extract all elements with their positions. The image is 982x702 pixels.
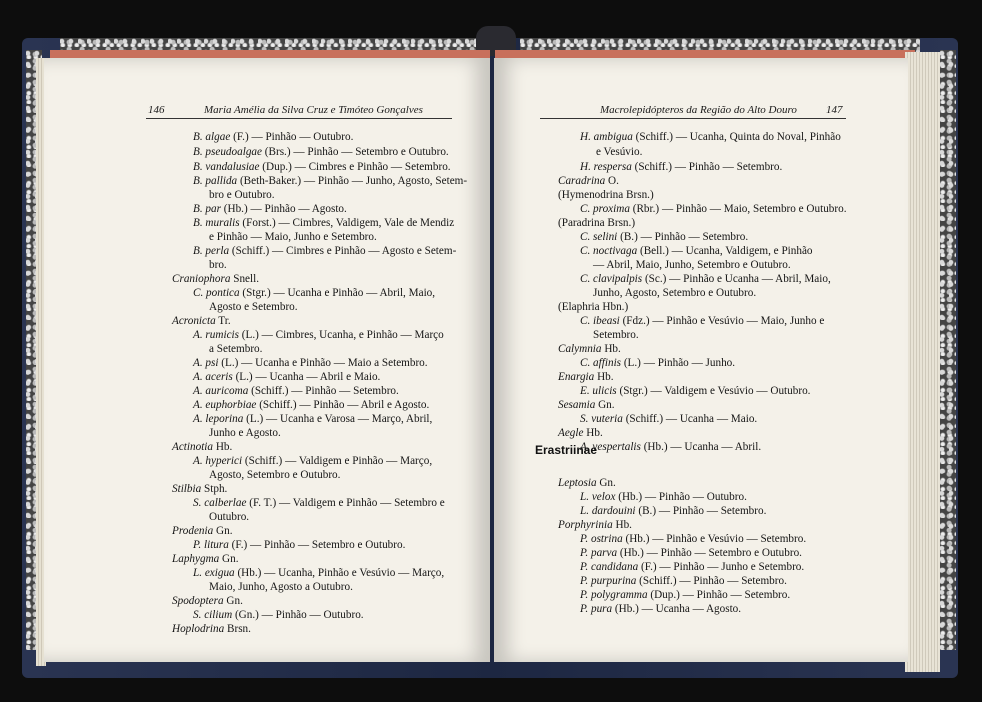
left-running-head: Maria Amélia da Silva Cruz e Timóteo Gonçalves [204, 104, 423, 116]
right-page-text-line: C. ibeasi (Fdz.) — Pinhão e Vesúvio — Maio, Junho e [580, 315, 825, 327]
right-page-text-line: C. proxima (Rbr.) — Pinhão — Maio, Setembro e Outubro. [580, 203, 847, 215]
left-page-text-line: A. euphorbiae (Schiff.) — Pinhão — Abril e Agosto. [193, 399, 430, 411]
right-page-text-line: C. affinis (L.) — Pinhão — Junho. [580, 357, 736, 369]
left-page-text-line: A. leporina (L.) — Ucanha e Varosa — Março, Abril, [193, 413, 433, 425]
right-page-text-line: Aegle Hb. [558, 427, 603, 439]
right-page-text-line: Enargia Hb. [558, 371, 614, 383]
right-page-text-line: C. selini (B.) — Pinhão — Setembro. [580, 231, 749, 243]
right-page-text-line: P. ostrina (Hb.) — Pinhão e Vesúvio — Setembro. [580, 533, 807, 545]
left-page-text-line: S. cilium (Gn.) — Pinhão — Outubro. [193, 609, 364, 621]
right-page-text-line: P. parva (Hb.) — Pinhão — Setembro e Outubro. [580, 547, 802, 559]
left-page-text-line: B. par (Hb.) — Pinhão — Agosto. [193, 203, 347, 215]
right-page-text-line: Junho, Agosto, Setembro e Outubro. [593, 287, 757, 299]
left-page-text-line: B. pseudoalgae (Brs.) — Pinhão — Setembro e Outubro. [193, 146, 449, 158]
left-page-text-line: Junho e Agosto. [209, 427, 281, 439]
left-page-text-line: Actinotia Hb. [172, 441, 233, 453]
right-page-text-line: Porphyrinia Hb. [558, 519, 632, 531]
left-page-text-line: C. pontica (Stgr.) — Ucanha e Pinhão — Abril, Maio, [193, 287, 436, 299]
left-page-text-line: B. muralis (Forst.) — Cimbres, Valdigem, Vale de Mendiz [193, 217, 455, 229]
right-page-text-line: L. velox (Hb.) — Pinhão — Outubro. [580, 491, 747, 503]
left-page-text-line: Spodoptera Gn. [172, 595, 243, 607]
left-page-text-line: B. perla (Schiff.) — Cimbres e Pinhão — Agosto e Setem- [193, 245, 457, 257]
right-page-text-line: S. vuteria (Schiff.) — Ucanha — Maio. [580, 413, 758, 425]
right-page-text-line: P. polygramma (Dup.) — Pinhão — Setembro. [580, 589, 791, 601]
left-page-text-line: Prodenia Gn. [172, 525, 233, 537]
page-stack-right [905, 52, 940, 672]
left-page-text-line: a Setembro. [209, 343, 263, 355]
left-page-text-line: bro e Outubro. [209, 189, 275, 201]
right-page-text-line: H. ambigua (Schiff.) — Ucanha, Quinta do Noval, Pinhão [580, 131, 841, 143]
left-page-text-line: A. rumicis (L.) — Cimbres, Ucanha, e Pinhão — Março [193, 329, 444, 341]
left-page-text-line: Agosto e Setembro. [209, 301, 298, 313]
left-page-text-line: A. hyperici (Schiff.) — Valdigem e Pinhão — Março, [193, 455, 433, 467]
right-page-text-line: E. ulicis (Stgr.) — Valdigem e Vesúvio — Outubro. [580, 385, 811, 397]
right-page-number: 147 [826, 104, 843, 116]
right-page-text-line: P. candidana (F.) — Pinhão — Junho e Setembro. [580, 561, 805, 573]
right-page-text-line: P. purpurina (Schiff.) — Pinhão — Setembro. [580, 575, 787, 587]
left-page-text-line: Maio, Junho, Agosto a Outubro. [209, 581, 353, 593]
right-running-head: Macrolepidópteros da Região do Alto Douro [600, 104, 797, 116]
left-page-text-line: e Pinhão — Maio, Junho e Setembro. [209, 231, 377, 243]
left-page-text-line: Hoplodrina Brsn. [172, 623, 251, 635]
right-page-text-line: A. vespertalis (Hb.) — Ucanha — Abril. [580, 441, 762, 453]
left-page-text-line: Agosto, Setembro e Outubro. [209, 469, 341, 481]
right-page-text-line: e Vesúvio. [596, 146, 643, 158]
left-page-text-line: Acronicta Tr. [172, 315, 231, 327]
left-page-text-line: A. psi (L.) — Ucanha e Pinhão — Maio a Setembro. [193, 357, 428, 369]
left-head-rule [146, 118, 452, 119]
right-page-text-line: — Abril, Maio, Junho, Setembro e Outubro. [593, 259, 791, 271]
section-heading-erastriinae: Erastriinae [535, 443, 598, 457]
left-page-text-line: P. litura (F.) — Pinhão — Setembro e Outubro. [193, 539, 406, 551]
left-page-text-line: bro. [209, 259, 227, 271]
right-page-text-line: P. pura (Hb.) — Ucanha — Agosto. [580, 603, 742, 615]
right-page-text-line: Caradrina O. [558, 175, 619, 187]
left-page-text-line: B. algae (F.) — Pinhão — Outubro. [193, 131, 354, 143]
left-page-text-line: L. exigua (Hb.) — Ucanha, Pinhão e Vesúvio — Março, [193, 567, 445, 579]
right-page-text-line: Setembro. [593, 329, 639, 341]
right-page-text-line: Leptosia Gn. [558, 477, 616, 489]
right-page-text-line: C. noctivaga (Bell.) — Ucanha, Valdigem, e Pinhão [580, 245, 813, 257]
left-page-text-line: Outubro. [209, 511, 250, 523]
left-page-number: 146 [148, 104, 165, 116]
left-page-text-line: B. pallida (Beth-Baker.) — Pinhão — Junho, Agosto, Setem- [193, 175, 468, 187]
marbled-board-right [940, 50, 956, 650]
left-page-text-line: Laphygma Gn. [172, 553, 239, 565]
left-page-text-line: S. calberlae (F. T.) — Valdigem e Pinhão — Setembro e [193, 497, 445, 509]
right-page-text-line: L. dardouini (B.) — Pinhão — Setembro. [580, 505, 767, 517]
left-page-text-line: A. aceris (L.) — Ucanha — Abril e Maio. [193, 371, 381, 383]
right-page-text-line: (Elaphria Hbn.) [558, 301, 629, 313]
right-page-text-line: Calymnia Hb. [558, 343, 621, 355]
left-page-text-line: A. auricoma (Schiff.) — Pinhão — Setembro. [193, 385, 399, 397]
right-page-text-line: C. clavipalpis (Sc.) — Pinhão e Ucanha — Abril, Maio, [580, 273, 831, 285]
right-page-text-line: Sesamia Gn. [558, 399, 615, 411]
left-page-text-line: B. vandalusiae (Dup.) — Cimbres e Pinhão — Setembro. [193, 161, 451, 173]
right-head-rule [540, 118, 846, 119]
left-page-text-line: Craniophora Snell. [172, 273, 260, 285]
right-page-text-line: (Paradrina Brsn.) [558, 217, 636, 229]
right-page-text-line: H. respersa (Schiff.) — Pinhão — Setembro. [580, 161, 783, 173]
left-page-text-line: Stilbia Stph. [172, 483, 228, 495]
right-page-text-line: (Hymenodrina Brsn.) [558, 189, 654, 201]
